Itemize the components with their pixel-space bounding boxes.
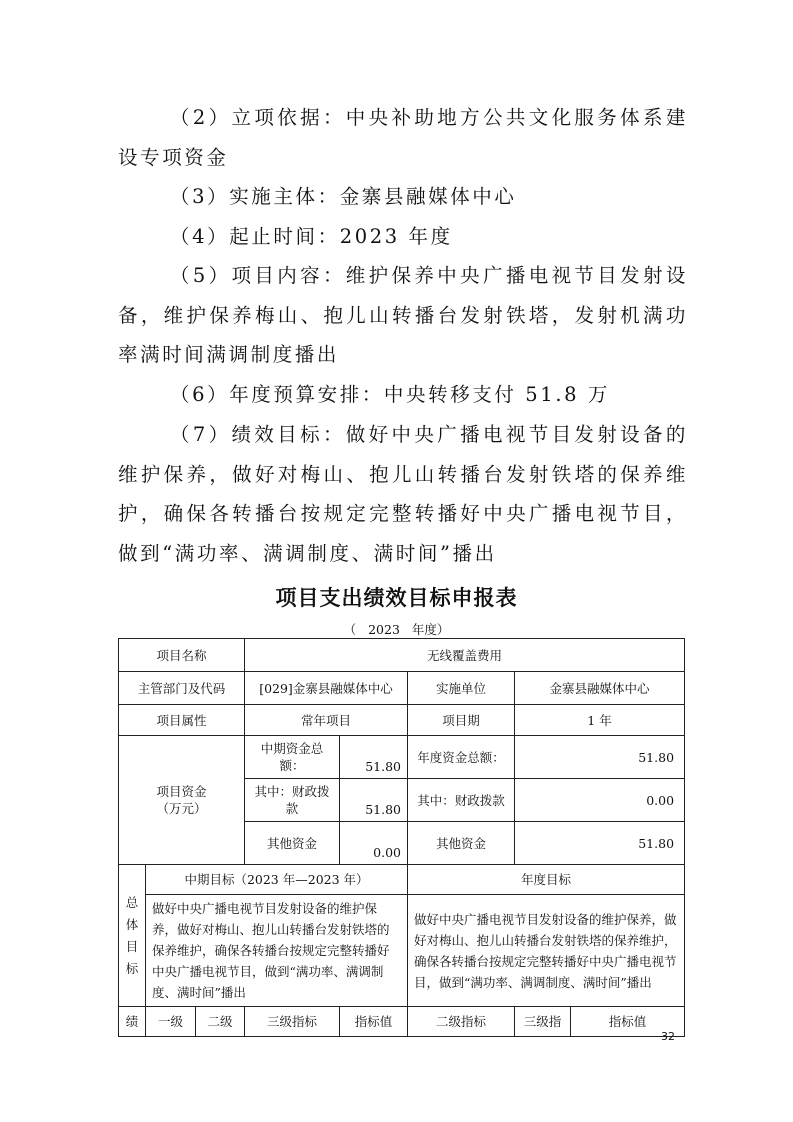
mid-other-label: 其他资金	[245, 822, 340, 865]
year-fin-value: 0.00	[515, 779, 685, 822]
paragraph-content: （5）项目内容：维护保养中央广播电视节目发射设备，维护保养梅山、抱儿山转播台发射铁塔，发射机满功率满时间满调制度播出	[118, 264, 688, 366]
paragraph-goal: （7）绩效目标：做好中央广播电视节目发射设备的维护保养，做好对梅山、抱儿山转播台发射铁塔的保养维护，确保各转播台按规定完整转播好中央广播电视节目，做到“满功率、满调制度、满时间”播出	[118, 423, 688, 565]
year-other-label: 其他资金	[408, 822, 515, 865]
year-total-value: 51.80	[515, 736, 685, 779]
performance-table	[118, 638, 685, 1037]
header-level2-year: 二级指标	[408, 1007, 515, 1037]
fund-label-line2: （万元）	[156, 801, 207, 816]
mid-goal-text: 做好中央广播电视节目发射设备的维护保养，做好对梅山、抱儿山转播台发射铁塔的保养维护，确保各转播台按规定完整转播好中央广播电视节目，做到“满功率、满调制度、满时间”播出	[146, 895, 408, 1007]
dept-value: [029]金寨县融媒体中心	[245, 672, 408, 705]
period-value: 1 年	[515, 705, 685, 736]
page-number: 32	[661, 1030, 675, 1043]
year-fin-label: 其中：财政拨款	[408, 779, 515, 822]
paragraph-implementer: （3）实施主体：金寨县融媒体中心	[170, 185, 517, 208]
mid-fin-label: 其中：财政拨款	[245, 779, 340, 822]
header-value: 指标值	[340, 1007, 408, 1037]
table-title: 项目支出绩效目标申报表	[275, 586, 518, 610]
year-goal-header: 年度目标	[408, 865, 685, 895]
year-other-value: 51.80	[515, 822, 685, 865]
mid-total-value: 51.80	[340, 736, 408, 779]
year-goal-text: 做好中央广播电视节目发射设备的维护保养，做好对梅山、抱儿山转播台发射铁塔的保养维护，确保各转播台按规定完整转播好中央广播电视节目，做到“满功率、满调制度、满时间”播出	[408, 895, 685, 1007]
header-level1: 一级	[146, 1007, 196, 1037]
impl-label: 实施单位	[408, 672, 515, 705]
attr-label: 项目属性	[119, 705, 245, 736]
paragraph-basis: （2）立项依据：中央补助地方公共文化服务体系建设专项资金	[118, 106, 688, 169]
fund-label	[119, 736, 245, 865]
year-total-label: 年度资金总额：	[408, 736, 515, 779]
paragraph-budget: （6）年度预算安排：中央转移支付 51.8 万	[170, 383, 611, 406]
overall-goal-label: 总体目标	[119, 865, 146, 1007]
paragraph-period: （4）起止时间：2023 年度	[170, 225, 453, 248]
dept-label: 主管部门及代码	[119, 672, 245, 705]
table-year: （ 2023 年度）	[343, 622, 450, 637]
perf-label: 绩	[119, 1007, 146, 1037]
mid-other-value: 0.00	[340, 822, 408, 865]
header-level2: 二级	[196, 1007, 245, 1037]
mid-total-label: 中期资金总额：	[245, 736, 340, 779]
project-name-label: 项目名称	[119, 639, 245, 672]
mid-fin-value: 51.80	[340, 779, 408, 822]
fund-label-line1: 项目资金	[156, 784, 207, 799]
attr-value: 常年项目	[245, 705, 408, 736]
header-level3-year: 三级指	[515, 1007, 571, 1037]
header-level3: 三级指标	[245, 1007, 340, 1037]
project-name-value: 无线覆盖费用	[245, 639, 685, 672]
impl-value: 金寨县融媒体中心	[515, 672, 685, 705]
header-value-year: 指标值	[571, 1007, 685, 1037]
period-label: 项目期	[408, 705, 515, 736]
mid-goal-header: 中期目标（2023 年—2023 年）	[146, 865, 408, 895]
